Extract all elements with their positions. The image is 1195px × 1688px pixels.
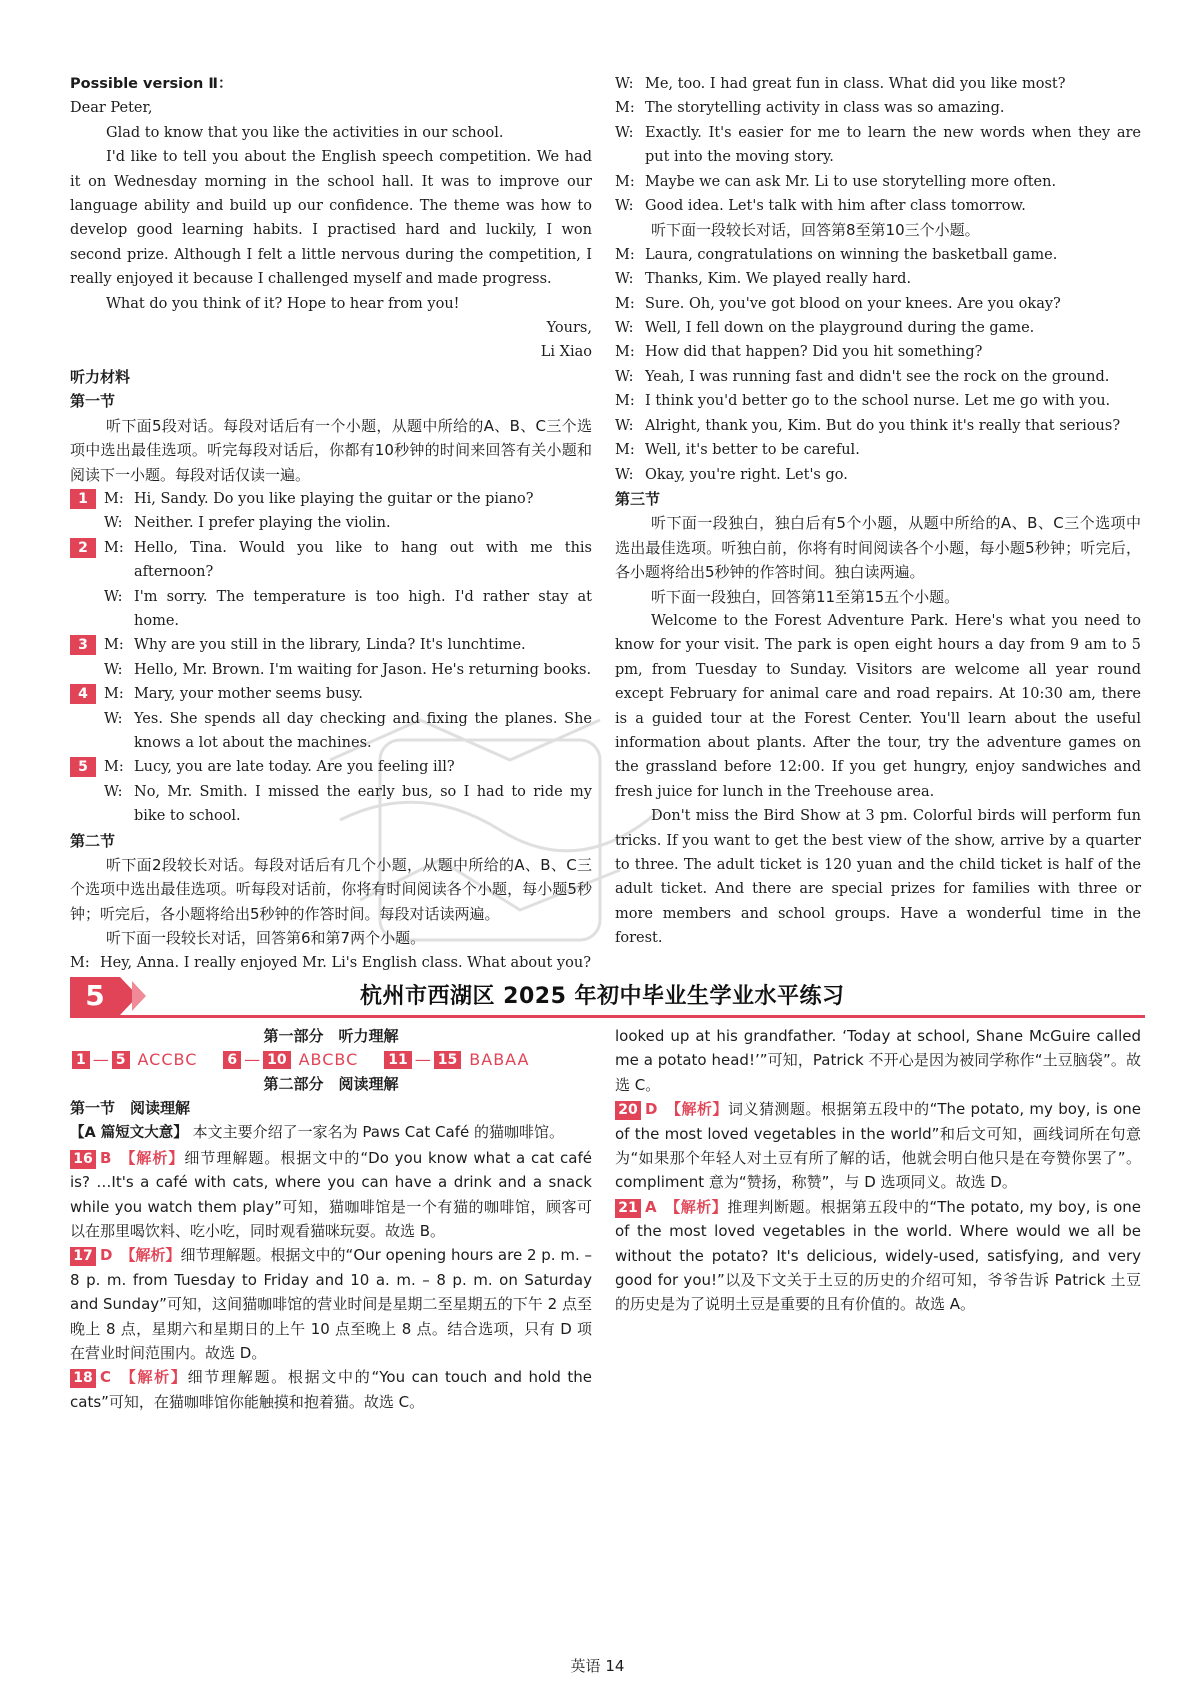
letter-salutation: Dear Peter, — [70, 100, 153, 117]
answer-option: D — [100, 1246, 113, 1265]
page-footer — [0, 1655, 1195, 1676]
utterance: Yeah, I was running fast and didn't see the rock on the ground. — [645, 368, 1110, 385]
speaker: M: — [615, 442, 635, 459]
monologue-paragraph: Welcome to the Forest Adventure Park. Here's what you need to know for your visit. The park is open eight hours a day from 9 am to 5 pm, from Tuesday to Sunday. Visitors are welcome all year round except February for animal care and road repairs. At 10:30 am, there is a guided tour at the Forest Center. You'll learn about the useful information about plants. After the tour, try the adventure games on the grassland before 12:00. If you get hungry, enjoy sandwiches and fresh juice for lunch in the Treehouse area. — [615, 612, 1141, 800]
letter-paragraph: I'd like to tell you about the English speech competition. We had it on Wednesday morning in the school hall. It was to improve our language ability and build up our confidence. The theme was how to develop good learning habits. I practised hard and luckily, I won second prize. Although I felt a little nervous during the competition, I really enjoyed it because I challenged myself and made progress. — [70, 149, 592, 288]
analysis-tag: 【解析】 — [120, 1246, 181, 1265]
speaker: M: — [615, 295, 635, 312]
utterance: Lucy, you are late today. Are you feeling ill? — [134, 759, 455, 776]
dialogue-item — [70, 633, 592, 682]
dialogue-item — [70, 682, 592, 755]
utterance: I'm sorry. The temperature is too high. I'd rather stay at home. — [134, 588, 592, 629]
part-title: 第二部分 阅读理解 — [263, 1075, 399, 1093]
answer-explanation — [615, 1097, 1141, 1195]
speaker: M: — [615, 344, 635, 361]
utterance: Hello, Tina. Would you like to hang out with me this afternoon? — [134, 539, 592, 581]
monologue-intro: 听下面一段独白，回答第11至第15五个小题。 — [651, 587, 960, 606]
utterance: How did that happen? Did you hit something? — [645, 344, 983, 361]
speaker: M: — [615, 100, 635, 117]
question-number: 2 — [70, 538, 96, 558]
speaker: W: — [615, 417, 634, 434]
analysis-tag: 【解析】 — [119, 1368, 188, 1387]
answer-option: B — [100, 1148, 112, 1167]
analysis-tag: 【解析】 — [665, 1100, 728, 1119]
letter-closing: Yours, — [546, 320, 592, 337]
speaker: M: — [104, 759, 124, 776]
dialogue-intro: 听下面一段较长对话，回答第6和第7两个小题。 — [106, 929, 426, 948]
key-value: ABCBC — [298, 1050, 359, 1069]
utterance: Okay, you're right. Let's go. — [645, 466, 848, 483]
explanation-text: 推理判断题。根据第五段中的“The potato, my boy, is one of the most loved vegetables in the world. Where would we all be without the potato? It's delicious, widely-used, satisfying, and very good for you!”以及下文关于土豆的历史的介绍可知，爷爷告诉 Patrick 土豆的历史是为了说明土豆是重要的且有价值的。故选 A。 — [615, 1197, 1141, 1314]
dialogue-item — [70, 487, 592, 536]
footer-page-number: 14 — [605, 1657, 625, 1675]
speaker: W: — [104, 515, 123, 532]
section-instructions: 听下面2段较长对话。每段对话后有几个小题，从题中所给的A、B、C三个选项中选出最佳选项。听每段对话前，你将有时间阅读各个小题，每小题5秒钟；听完后，各小题将给出5秒钟的作答时间。每段对话读两遍。 — [70, 856, 592, 923]
speaker: M: — [70, 954, 90, 971]
answer-explanation — [615, 1195, 1141, 1317]
dialogue-item — [70, 755, 592, 828]
speaker: M: — [104, 490, 124, 507]
utterance: I think you'd better go to the school nurse. Let me go with you. — [645, 393, 1111, 410]
answer-explanation — [70, 1146, 592, 1244]
chevron-icon — [132, 981, 146, 1011]
key-from: 6 — [223, 1051, 241, 1069]
speaker: W: — [104, 588, 123, 605]
utterance: Yes. She spends all day checking and fixing the planes. She knows a lot about the machines. — [134, 710, 592, 751]
left-column — [70, 72, 592, 975]
banner-number: 5 — [70, 977, 120, 1015]
section-instructions: 听下面5段对话。每段对话后有一个小题，从题中所给的A、B、C三个选项中选出最佳选项。听完每段对话后，你都有10秒钟的时间来回答有关小题和阅读下一小题。每段对话仅读一遍。 — [70, 416, 592, 484]
answer-explanation — [70, 1243, 592, 1365]
section-title: 第一节 — [70, 392, 116, 411]
answers-right — [615, 1024, 1141, 1317]
letter-paragraph: Glad to know that you like the activities in our school. — [106, 124, 504, 141]
utterance: Good idea. Let's talk with him after class tomorrow. — [645, 198, 1026, 215]
summary-text: 本文主要介绍了一家名为 Paws Cat Café 的猫咖啡馆。 — [192, 1123, 565, 1142]
speaker: W: — [615, 76, 634, 92]
utterance: Hello, Mr. Brown. I'm waiting for Jason. He's returning books. — [134, 661, 592, 678]
utterance: The storytelling activity in class was so amazing. — [645, 100, 1005, 117]
section-title: 第一节 阅读理解 — [70, 1099, 191, 1117]
utterance: Laura, congratulations on winning the basketball game. — [645, 246, 1058, 263]
dialogue-intro: 听下面一段较长对话，回答第8至第10三个小题。 — [651, 221, 980, 240]
analysis-tag: 【解析】 — [119, 1148, 185, 1167]
utterance: Alright, thank you, Kim. But do you think it's really that serious? — [645, 417, 1121, 434]
section-banner — [70, 975, 1145, 1019]
question-number: 3 — [70, 635, 96, 655]
utterance: No, Mr. Smith. I missed the early bus, so I had to ride my bike to school. — [134, 783, 592, 825]
key-to: 15 — [434, 1051, 461, 1069]
speaker: W: — [104, 710, 123, 727]
letter-heading: Possible version Ⅱ： — [70, 76, 233, 92]
key-value: ACCBC — [137, 1050, 198, 1069]
section-title: 第三节 — [615, 489, 661, 508]
question-number: 1 — [70, 489, 96, 509]
footer-subject: 英语 — [570, 1657, 601, 1675]
part-title: 第一部分 听力理解 — [263, 1027, 399, 1045]
utterance: Well, it's better to be careful. — [645, 442, 860, 459]
listening-title: 听力材料 — [70, 367, 131, 386]
answers-left — [70, 1024, 592, 1414]
speaker: M: — [615, 173, 635, 190]
speaker: W: — [615, 271, 634, 288]
question-number: 18 — [70, 1369, 96, 1388]
question-number: 20 — [615, 1101, 641, 1120]
speaker: M: — [104, 539, 124, 556]
speaker: W: — [615, 368, 634, 385]
utterance: Mary, your mother seems busy. — [134, 686, 363, 703]
answer-key-row: 1 — 5 ACCBC 6 — 10 ABCBC 11 — 15 BABAA — [70, 1048, 592, 1072]
answer-explanation — [70, 1365, 592, 1414]
speaker: M: — [104, 686, 124, 703]
summary-tag: 【A 篇短文大意】 — [70, 1125, 188, 1142]
banner-rule — [70, 1015, 1145, 1018]
right-column — [615, 72, 1141, 951]
banner-title: 杭州市西湖区 2025 年初中毕业生学业水平练习 — [360, 984, 845, 1009]
passage-summary — [70, 1120, 592, 1145]
answer-option: D — [645, 1100, 658, 1119]
utterance: Exactly. It's easier for me to learn the new words when they are put into the moving story. — [645, 124, 1141, 166]
explanation-text: 细节理解题。根据文中的“Do you know what a cat café is? …It's a café with cats, where you can have a drink and a snack while you watch them play”可知，猫咖啡馆是一个有猫的咖啡馆，顾客可以在那里喝饮料、吃小吃，同时观看猫咪玩耍。故选 B。 — [70, 1148, 592, 1241]
speaker: M: — [104, 637, 124, 654]
utterance: Neither. I prefer playing the violin. — [134, 515, 391, 532]
speaker: W: — [104, 661, 123, 678]
key-from: 11 — [384, 1051, 411, 1069]
section-title: 第二节 — [70, 831, 116, 850]
utterance: Thanks, Kim. We played really hard. — [645, 271, 912, 288]
speaker: M: — [615, 246, 635, 263]
analysis-tag: 【解析】 — [664, 1197, 728, 1216]
utterance: Why are you still in the library, Linda? It's lunchtime. — [134, 637, 526, 654]
utterance: Hi, Sandy. Do you like playing the guitar or the piano? — [134, 490, 534, 507]
section-instructions: 听下面一段独白，独白后有5个小题，从题中所给的A、B、C三个选项中选出最佳选项。听独白前，你将有时间阅读各个小题，每小题5秒钟；听完后，各小题将给出5秒钟的作答时间。独白读两遍。 — [615, 514, 1141, 582]
utterance: Sure. Oh, you've got blood on your knees. Are you okay? — [645, 295, 1061, 312]
answer-continuation: looked up at his grandfather. ‘Today at school, Shane McGuire called me a potato head!’”可知，Patrick 不开心是因为被同学称作“土豆脑袋”。故选 C。 — [615, 1027, 1141, 1094]
explanation-text: 细节理解题。根据文中的“You can touch and hold the cats”可知，在猫咖啡馆你能触摸和抱着猫。故选 C。 — [70, 1368, 592, 1411]
utterance: Maybe we can ask Mr. Li to use storytelling more often. — [645, 173, 1057, 190]
dialogue-item — [70, 536, 592, 634]
answer-option: A — [645, 1197, 657, 1216]
speaker: W: — [615, 320, 634, 337]
utterance: Me, too. I had great fun in class. What did you like most? — [645, 76, 1066, 92]
key-to: 10 — [263, 1051, 290, 1069]
speaker: W: — [104, 783, 123, 800]
key-from: 1 — [72, 1051, 90, 1069]
question-number: 16 — [70, 1150, 96, 1169]
utterance: Hey, Anna. I really enjoyed Mr. Li's English class. What about you? — [100, 954, 591, 971]
key-to: 5 — [112, 1051, 130, 1069]
speaker: W: — [615, 124, 634, 141]
speaker: W: — [615, 198, 634, 215]
key-value: BABAA — [469, 1050, 530, 1069]
letter-paragraph: What do you think of it? Hope to hear from you! — [106, 295, 460, 312]
question-number: 17 — [70, 1247, 96, 1266]
utterance: Well, I fell down on the playground during the game. — [645, 320, 1035, 337]
question-number: 5 — [70, 757, 96, 777]
speaker: M: — [615, 393, 635, 410]
answer-option: C — [100, 1368, 112, 1387]
monologue-paragraph: Don't miss the Bird Show at 3 pm. Colorful birds will perform fun tricks. If you want to get the best view of the show, arrive by a quarter to three. The adult ticket is 120 yuan and the child ticket is half of the adult ticket. And there are special prizes for families with three or more members and school groups. Have a wonderful time in the forest. — [615, 808, 1141, 947]
letter-signature: Li Xiao — [540, 344, 592, 361]
question-number: 4 — [70, 684, 96, 704]
speaker: W: — [615, 466, 634, 483]
explanation-text: 词义猜测题。根据第五段中的“The potato, my boy, is one of the most loved vegetables in the world”和后文可知，画线词所在句意为“如果那个年轻人对土豆有所了解的话，他就会明白他只是在夸赞你罢了”。compliment 意为“赞扬，称赞”，与 D 选项同义。故选 D。 — [615, 1100, 1141, 1192]
explanation-text: 细节理解题。根据文中的“Our opening hours are 2 p. m. – 8 p. m. from Tuesday to Friday and 10 a. m. – 8 p. m. on Saturday and Sunday”可知，这间猫咖啡馆的营业时间是星期二至星期五的下午 2 点至晚上 8 点，星期六和星期日的上午 10 点至晚上 8 点。结合选项，只有 D 项在营业时间范围内。故选 D。 — [70, 1246, 592, 1363]
question-number: 21 — [615, 1199, 641, 1218]
